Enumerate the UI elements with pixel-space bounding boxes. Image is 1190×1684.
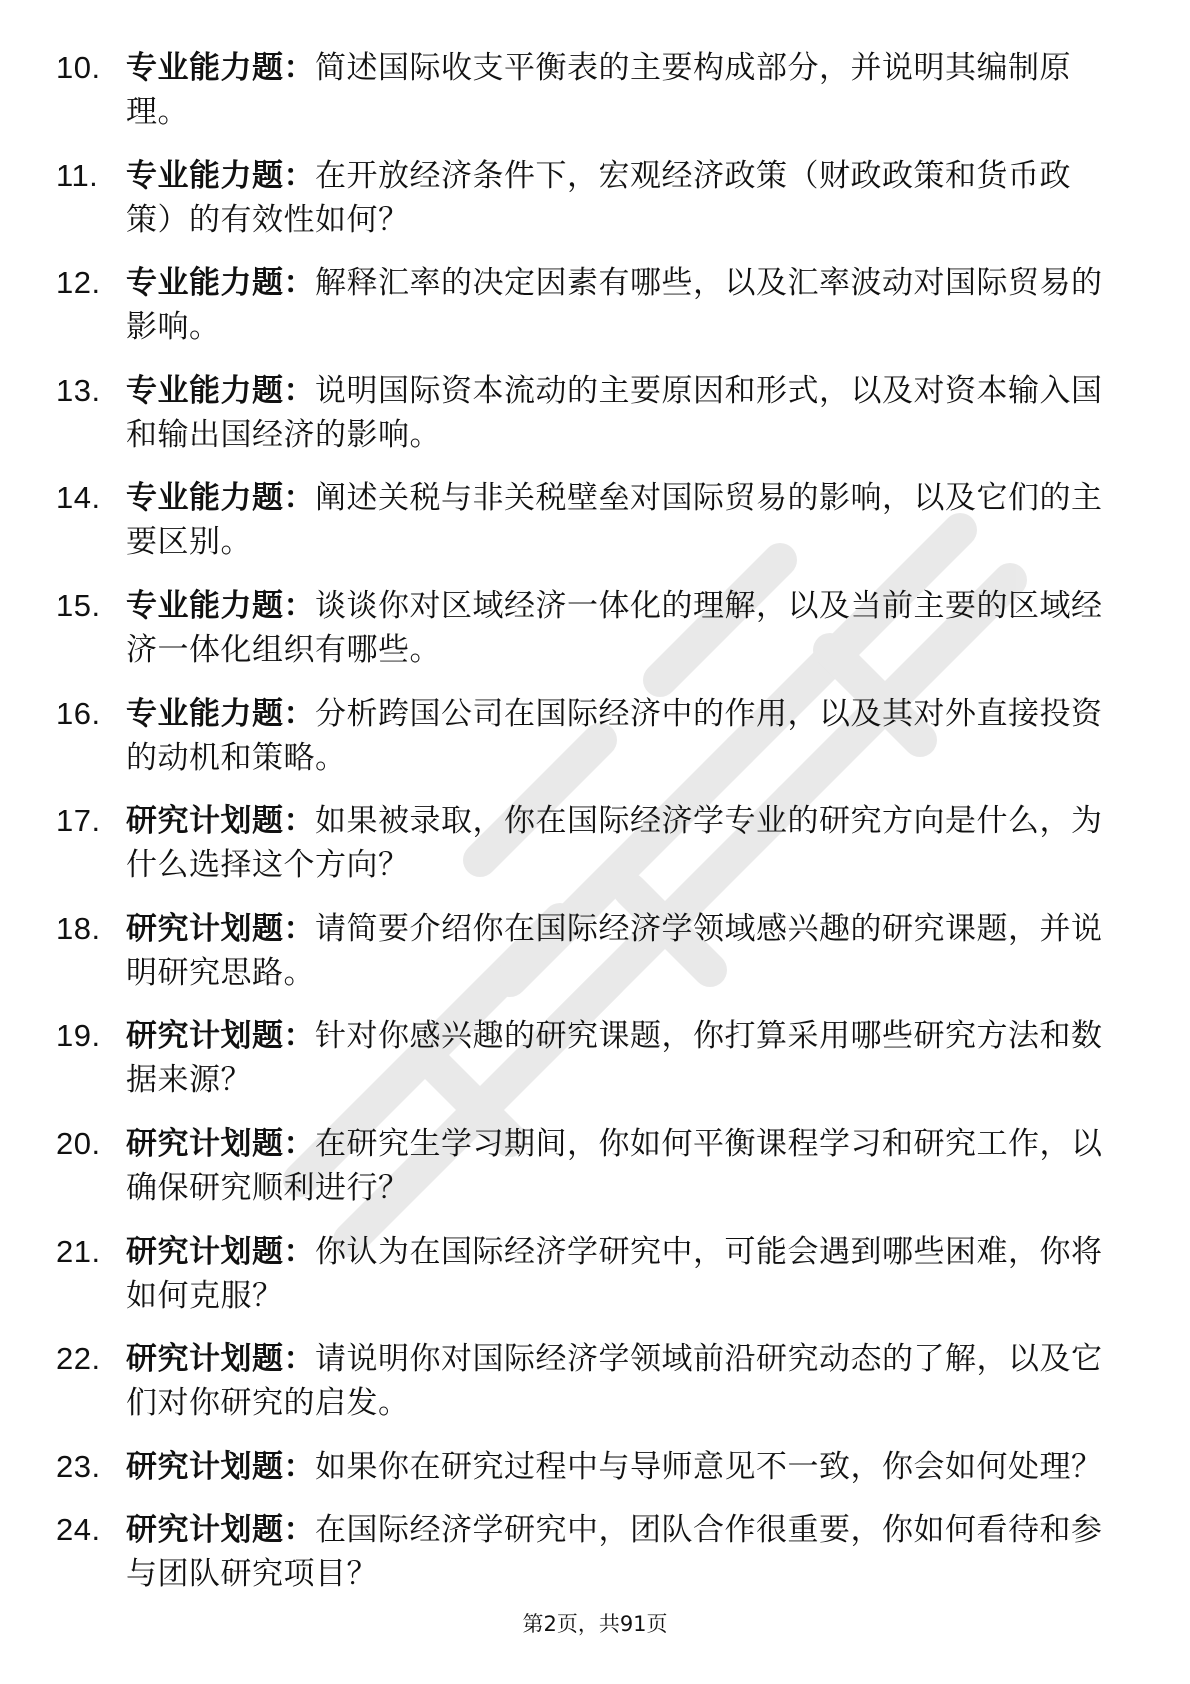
list-item bbox=[56, 1337, 1106, 1425]
question-category: 专业能力题： bbox=[126, 157, 315, 194]
question-text: 简述国际收支平衡表的主要构成部分，并说明其编制原理。 bbox=[126, 50, 1071, 130]
list-item bbox=[56, 369, 1106, 457]
question-number: 19. bbox=[56, 1018, 101, 1054]
question-text: 你认为在国际经济学研究中，可能会遇到哪些困难，你将如何克服？ bbox=[126, 1233, 1103, 1314]
question-text: 在开放经济条件下，宏观经济政策（财政政策和货币政策）的有效性如何？ bbox=[126, 157, 1071, 238]
question-text: 在研究生学习期间，你如何平衡课程学习和研究工作，以确保研究顺利进行？ bbox=[126, 1125, 1103, 1206]
list-item bbox=[56, 584, 1106, 672]
question-number: 14. bbox=[56, 480, 101, 516]
question-category: 研究计划题： bbox=[126, 1018, 315, 1055]
list-item bbox=[56, 1230, 1106, 1318]
list-item bbox=[56, 154, 1106, 242]
question-number: 22. bbox=[56, 1341, 101, 1377]
question-number: 18. bbox=[56, 910, 101, 946]
list-item bbox=[56, 261, 1106, 349]
question-text: 分析跨国公司在国际经济中的作用，以及其对外直接投资的动机和策略。 bbox=[126, 695, 1103, 776]
list-item bbox=[56, 692, 1106, 780]
list-item bbox=[56, 1445, 1106, 1489]
question-number: 11. bbox=[56, 157, 99, 193]
question-number: 15. bbox=[56, 587, 101, 623]
question-text: 如果被录取，你在国际经济学专业的研究方向是什么，为什么选择这个方向？ bbox=[126, 803, 1103, 884]
question-category: 研究计划题： bbox=[126, 1233, 315, 1270]
question-text: 针对你感兴趣的研究课题，你打算采用哪些研究方法和数据来源？ bbox=[126, 1018, 1103, 1099]
question-category: 研究计划题： bbox=[126, 1448, 315, 1485]
question-category: 专业能力题： bbox=[126, 265, 315, 302]
question-category: 研究计划题： bbox=[126, 910, 315, 947]
question-category: 专业能力题： bbox=[126, 695, 315, 732]
list-item bbox=[56, 1508, 1106, 1596]
question-number: 23. bbox=[56, 1448, 101, 1484]
question-category: 专业能力题： bbox=[126, 587, 315, 624]
list-item bbox=[56, 799, 1106, 887]
question-text: 如果你在研究过程中与导师意见不一致，你会如何处理？ bbox=[315, 1448, 1103, 1485]
question-text: 谈谈你对区域经济一体化的理解，以及当前主要的区域经济一体化组织有哪些。 bbox=[126, 587, 1103, 668]
question-number: 10. bbox=[56, 50, 101, 85]
question-category: 研究计划题： bbox=[126, 803, 315, 840]
question-text: 说明国际资本流动的主要原因和形式，以及对资本输入国和输出国经济的影响。 bbox=[126, 372, 1103, 453]
question-number: 13. bbox=[56, 372, 101, 408]
page-number: 第2页，共91页 bbox=[522, 1612, 668, 1636]
question-category: 研究计划题： bbox=[126, 1341, 315, 1378]
question-number: 20. bbox=[56, 1125, 101, 1161]
question-text: 阐述关税与非关税壁垒对国际贸易的影响，以及它们的主要区别。 bbox=[126, 480, 1103, 561]
question-list bbox=[56, 46, 1106, 1616]
question-number: 16. bbox=[56, 695, 101, 731]
question-category: 专业能力题： bbox=[126, 50, 315, 86]
question-text: 请说明你对国际经济学领域前沿研究动态的了解，以及它们对你研究的启发。 bbox=[126, 1341, 1103, 1422]
list-item bbox=[56, 907, 1106, 995]
question-category: 研究计划题： bbox=[126, 1125, 315, 1162]
question-category: 专业能力题： bbox=[126, 372, 315, 409]
question-text: 解释汇率的决定因素有哪些，以及汇率波动对国际贸易的影响。 bbox=[126, 265, 1103, 346]
question-text: 在国际经济学研究中，团队合作很重要，你如何看待和参与团队研究项目？ bbox=[126, 1512, 1103, 1593]
question-number: 12. bbox=[56, 265, 101, 301]
question-category: 研究计划题： bbox=[126, 1512, 315, 1549]
list-item bbox=[56, 476, 1106, 564]
list-item bbox=[56, 46, 1106, 134]
question-number: 24. bbox=[56, 1512, 101, 1548]
question-number: 17. bbox=[56, 803, 101, 839]
question-text: 请简要介绍你在国际经济学领域感兴趣的研究课题，并说明研究思路。 bbox=[126, 910, 1103, 991]
question-category: 专业能力题： bbox=[126, 480, 315, 517]
question-number: 21. bbox=[56, 1233, 101, 1269]
list-item bbox=[56, 1014, 1106, 1102]
list-item bbox=[56, 1122, 1106, 1210]
